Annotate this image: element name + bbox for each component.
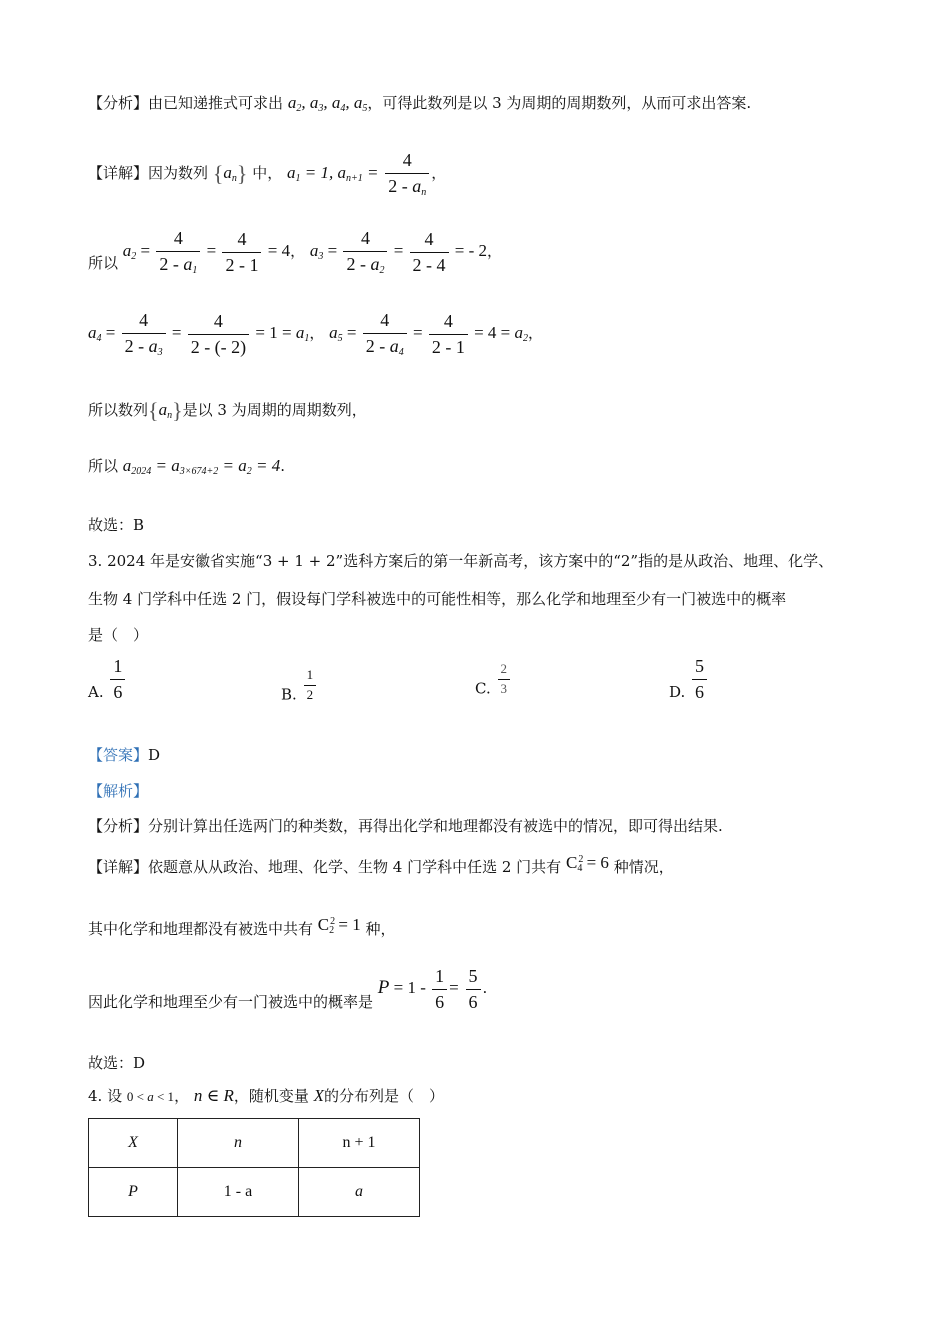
n-in-r-formula: n (193, 1086, 203, 1105)
analysis-tag: 【分析】 (88, 94, 149, 112)
q3-detail-line (88, 853, 674, 877)
a3-calc: $a_3$ (309, 241, 324, 263)
analysis-text: 由已知递推式可求出 (148, 94, 284, 112)
q3-answer-line (88, 744, 160, 765)
terms-formula: $a_2$, $a_3$, $a_4$, $a_5$ (287, 93, 368, 114)
a2-calc: $a_2$ (122, 241, 137, 263)
option-b-fraction: $\frac{1}{2}$ (304, 668, 317, 703)
table-row (89, 1119, 420, 1168)
table-cell: 1 - a (178, 1168, 299, 1217)
periodic-text: 所以数列 (88, 401, 149, 419)
option-d-fraction: $\frac{5}{6}$ (692, 656, 707, 702)
option-a[interactable]: A. $\frac{1}{6}$ (88, 656, 127, 702)
recurrence-formula: $a_1 = 1$, $a_{n+1}$ = (287, 163, 379, 185)
analysis-text-2: ，可得此数列是以 3 为周期的周期数列，从而可求出答案. (367, 94, 752, 112)
q3-stem-line-1: 3. 2024 年是安徽省实施“3 + 1 + 2”选科方案后的第一年新高考，该方案中的“2”指的是从政治、地理、化学、 (88, 552, 834, 570)
periodic-text-2: 是以 3 为周期的周期数列， (182, 401, 367, 419)
table-cell: a (299, 1168, 420, 1217)
combination-c22: $C^2_2 = 1$ (317, 915, 361, 936)
q3-none-line (88, 915, 396, 939)
distribution-table (88, 1118, 420, 1217)
so-label-2: 所以 (88, 457, 119, 475)
q2-calc-line-2: $a_4$ = $\frac{4}{2 - a_3}$ = $\frac{4}{2 - (- 2)}$ = $1 = a_1$， $a_5$ = $\frac{4}{2 - a_4}$ = $\frac{4}{2 - 1}$ = $4 = a_2$， (88, 310, 544, 358)
sequence-formula: { (212, 161, 224, 187)
answer-value: D (148, 746, 161, 764)
option-a-fraction: $\frac{1}{6}$ (110, 656, 125, 702)
option-c[interactable]: C. $\frac{2}{3}$ (475, 662, 512, 697)
detail-text-2: 中， (252, 164, 283, 183)
table-row (89, 1168, 420, 1217)
detail-tag: 【详解】 (88, 164, 149, 183)
a-range-formula: 0 < a < 1 (126, 1089, 175, 1104)
q2-analysis-line (88, 92, 751, 114)
option-c-fraction: $\frac{2}{3}$ (498, 662, 511, 697)
q3-prob-line: 因此化学和地理至少有一门被选中的概率是 P = 1 - $\frac{1}{6}$ = $\frac{5}{6}$ . (88, 966, 488, 1012)
option-d[interactable]: D. $\frac{5}{6}$ (669, 656, 709, 702)
table-cell: n + 1 (299, 1119, 420, 1168)
q4-stem-1: 4. 设 (88, 1087, 123, 1105)
a5-calc: $a_5$ (329, 323, 343, 345)
q3-choice: 故选：D (88, 1054, 146, 1072)
table-cell: X (89, 1119, 178, 1168)
so-label: 所以 (88, 254, 119, 273)
a4-calc: $a_4$ (88, 323, 102, 345)
q2-periodic-line: 所以数列$\{a_n\}$是以 3 为周期的周期数列， (88, 398, 367, 423)
probability-formula: P (377, 977, 390, 999)
analysis-text: 分别计算出任选两门的种类数，再得出化学和地理都没有被选中的情况，即可得出结果. (148, 817, 723, 835)
q2-detail-line: 【详解】因为数列 $\{a_n\}$ 中， $a_1 = 1$, $a_{n+1}$ = $\frac{4}{2 - a_n}$ ， (88, 150, 447, 198)
prob-text: 因此化学和地理至少有一门被选中的概率是 (88, 993, 374, 1012)
q3-analysis-line (88, 815, 723, 836)
answer-tag: 【答案】 (88, 746, 149, 764)
a2024-formula: $a_{2024} = a_{3\times 674+2} = a_2 = 4$ (122, 456, 281, 477)
q2-choice: 故选：B (88, 516, 145, 534)
none-text-2: 种， (365, 920, 396, 938)
table-cell: P (89, 1168, 178, 1217)
q2-result-line: 所以 $a_{2024} = a_{3\times 674+2} = a_2 = 4$. (88, 456, 286, 477)
detail-text: 依题意从从政治、地理、化学、生物 4 门学科中任选 2 门共有 (148, 858, 562, 876)
detail-text: 因为数列 (148, 164, 209, 183)
detail-text-2: 种情况， (613, 858, 674, 876)
none-text: 其中化学和地理都没有被选中共有 (88, 920, 314, 938)
q3-stem-line-3: 是（ ） (88, 626, 149, 644)
detail-tag: 【详解】 (88, 858, 149, 876)
q2-calc-line-1: 所以 $a_2$ = $\frac{4}{2 - a_1}$ = $\frac{4}{2 - 1}$ = 4， $a_3$ = $\frac{4}{2 - a_2}$ = $\frac{4}{2 - 4}$ = - 2， (88, 228, 503, 276)
table-cell: n (178, 1119, 299, 1168)
jiexi-tag: 【解析】 (88, 782, 149, 800)
q4-stem: 4. 设 0 < a < 1， n ∈ R，随机变量 X的分布列是（ ） (88, 1086, 445, 1105)
analysis-tag: 【分析】 (88, 817, 149, 835)
recurrence-fraction: $\frac{4}{2 - a_n}$ (385, 150, 429, 198)
option-b[interactable]: B. $\frac{1}{2}$ (281, 668, 318, 703)
q3-stem-line-2: 生物 4 门学科中任选 2 门，假设每门学科被选中的可能性相等，那么化学和地理至少有一门被选中的概率 (88, 590, 787, 608)
combination-c42: $C^2_4 = 6$ (565, 853, 609, 874)
x-variable: X (313, 1086, 325, 1105)
